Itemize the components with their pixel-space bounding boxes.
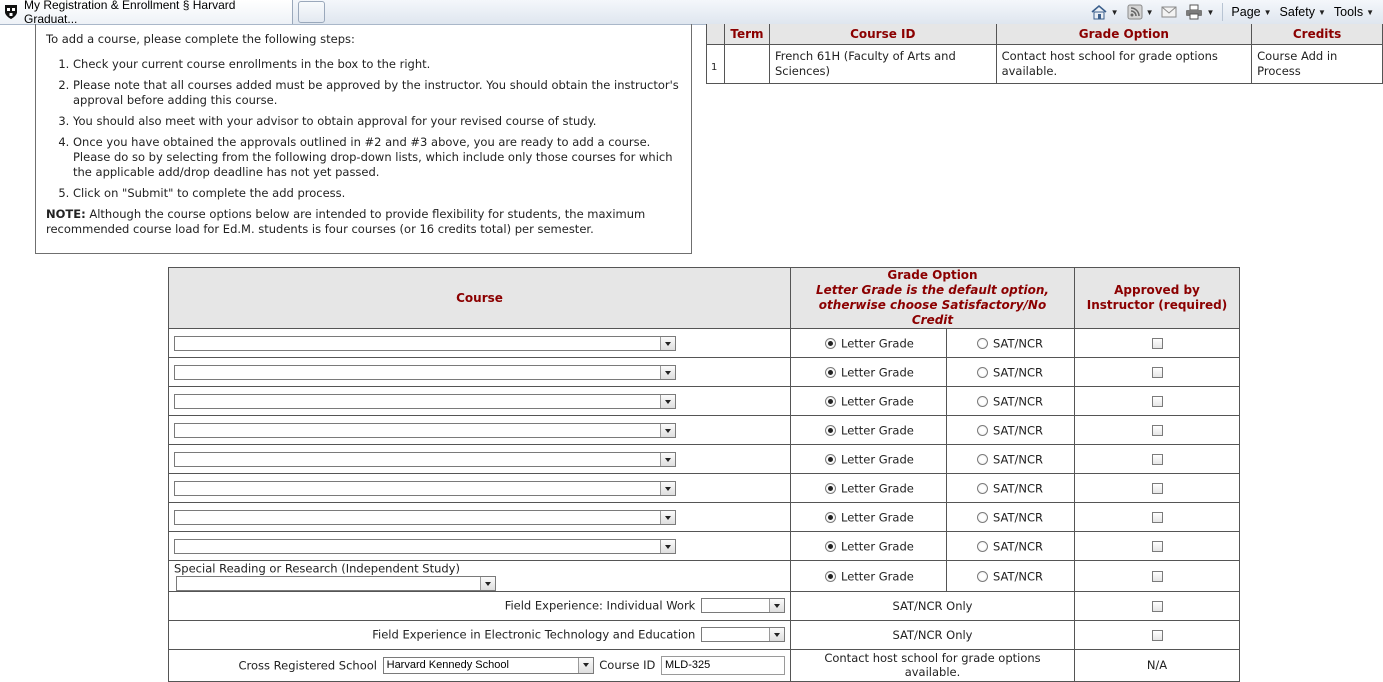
- grade-option-header: Grade Option: [996, 24, 1252, 45]
- new-tab-button[interactable]: [298, 1, 325, 23]
- chevron-down-icon: ▼: [1366, 7, 1374, 17]
- letter-grade-radio[interactable]: [825, 367, 836, 378]
- table-row: [169, 620, 1240, 649]
- chevron-down-icon[interactable]: [480, 577, 495, 590]
- cross-school-value: Harvard Kennedy School: [386, 658, 509, 671]
- letter-grade-label: Letter Grade: [841, 481, 914, 496]
- sat-ncr-label: SAT/NCR: [993, 423, 1044, 438]
- home-button[interactable]: [1087, 1, 1122, 23]
- field-tech-select[interactable]: [701, 627, 785, 642]
- chevron-down-icon[interactable]: [660, 511, 675, 524]
- page-menu[interactable]: [1228, 1, 1274, 23]
- credits-header: Credits: [1252, 24, 1383, 45]
- tab-title: My Registration & Enrollment § Harvard Graduat...: [24, 0, 236, 26]
- cross-approved-cell: N/A: [1075, 649, 1240, 681]
- letter-grade-label: Letter Grade: [841, 365, 914, 380]
- mail-button[interactable]: [1158, 1, 1180, 23]
- approved-checkbox[interactable]: [1152, 483, 1163, 494]
- harvard-shield-icon: [4, 4, 18, 20]
- term-header: Term: [724, 24, 769, 45]
- sat-ncr-only-cell: SAT/NCR Only: [791, 620, 1075, 649]
- sat-ncr-radio[interactable]: [977, 483, 988, 494]
- letter-grade-label: Letter Grade: [841, 510, 914, 525]
- letter-grade-radio[interactable]: [825, 541, 836, 552]
- table-row: [169, 358, 1240, 387]
- course-id-cell: French 61H (Faculty of Arts and Sciences): [769, 45, 996, 84]
- chevron-down-icon[interactable]: ▼: [1145, 7, 1154, 17]
- sat-ncr-label: SAT/NCR: [993, 510, 1044, 525]
- letter-grade-cell: [791, 532, 947, 561]
- sat-ncr-label: SAT/NCR: [993, 336, 1044, 351]
- instruction-step: 3. You should also meet with your advisor to obtain approval for your revised course of study.: [73, 114, 681, 129]
- sat-ncr-cell: [947, 532, 1075, 561]
- grade-option-title: Grade Option: [887, 268, 978, 282]
- chevron-down-icon: ▼: [1317, 7, 1326, 17]
- browser-toolbar: [0, 0, 1383, 25]
- sat-ncr-label: SAT/NCR: [993, 394, 1044, 409]
- sat-ncr-only-cell: SAT/NCR Only: [791, 591, 1075, 620]
- instruction-step: 5. Click on "Submit" to complete the add process.: [73, 186, 681, 201]
- approved-checkbox[interactable]: [1152, 425, 1163, 436]
- chevron-down-icon[interactable]: [660, 540, 675, 553]
- course-cell: [169, 532, 791, 561]
- independent-study-cell: [169, 561, 791, 592]
- field-individual-label: Field Experience: Individual Work: [504, 598, 696, 613]
- chevron-down-icon[interactable]: [660, 395, 675, 408]
- sat-ncr-radio[interactable]: [977, 396, 988, 407]
- table-row: [169, 474, 1240, 503]
- table-row: [169, 445, 1240, 474]
- sat-ncr-cell: [947, 358, 1075, 387]
- course-cell: [169, 474, 791, 503]
- table-row: [169, 416, 1240, 445]
- instructions-steps: [46, 57, 681, 201]
- course-select[interactable]: [174, 423, 676, 438]
- chevron-down-icon[interactable]: ▼: [1110, 7, 1119, 17]
- sat-ncr-cell: [947, 561, 1075, 592]
- course-select[interactable]: [174, 510, 676, 525]
- letter-grade-cell: [791, 387, 947, 416]
- approved-checkbox[interactable]: [1152, 512, 1163, 523]
- letter-grade-radio[interactable]: [825, 483, 836, 494]
- chevron-down-icon[interactable]: [660, 337, 675, 350]
- chevron-down-icon[interactable]: [660, 482, 675, 495]
- letter-grade-radio[interactable]: [825, 425, 836, 436]
- instruction-step: 2. Please note that all courses added must be approved by the instructor. You should obtain the instructor's approval before adding this course.: [73, 78, 681, 108]
- letter-grade-radio[interactable]: [825, 396, 836, 407]
- approved-checkbox[interactable]: [1152, 454, 1163, 465]
- course-select[interactable]: [174, 539, 676, 554]
- add-course-table: [168, 267, 1240, 682]
- letter-grade-cell: [791, 416, 947, 445]
- home-icon: [1090, 4, 1108, 20]
- approved-cell: [1075, 358, 1240, 387]
- letter-grade-label: Letter Grade: [841, 452, 914, 467]
- tools-menu-label: Tools: [1333, 5, 1364, 19]
- letter-grade-radio[interactable]: [825, 512, 836, 523]
- table-row: [169, 329, 1240, 358]
- table-row: [169, 561, 1240, 592]
- safety-menu-label: Safety: [1279, 5, 1315, 19]
- instructions-intro: To add a course, please complete the following steps:: [46, 32, 355, 46]
- sat-ncr-cell: [947, 445, 1075, 474]
- letter-grade-label: Letter Grade: [841, 423, 914, 438]
- command-bar: [1087, 0, 1377, 24]
- course-select[interactable]: [174, 365, 676, 380]
- sat-ncr-radio[interactable]: [977, 512, 988, 523]
- approved-cell: [1075, 532, 1240, 561]
- sat-ncr-radio[interactable]: [977, 541, 988, 552]
- letter-grade-radio[interactable]: [825, 571, 836, 582]
- letter-grade-cell: [791, 445, 947, 474]
- independent-study-label: Special Reading or Research (Independent Study): [174, 561, 460, 576]
- letter-grade-label: Letter Grade: [841, 539, 914, 554]
- credits-cell: Course Add in Process: [1252, 45, 1383, 84]
- sat-ncr-radio[interactable]: [977, 367, 988, 378]
- course-cell: [169, 416, 791, 445]
- field-tech-label: Field Experience in Electronic Technology and Education: [372, 627, 696, 642]
- course-cell: [169, 387, 791, 416]
- course-select[interactable]: [174, 452, 676, 467]
- chevron-down-icon[interactable]: [660, 424, 675, 437]
- instruction-step: 4. Once you have obtained the approvals outlined in #2 and #3 above, you are ready to add a course. Please do so by selecting from the following drop-down lists, which include only those courses for which the applicable add/drop deadline has not yet passed.: [73, 135, 681, 180]
- sat-ncr-label: SAT/NCR: [993, 481, 1044, 496]
- sat-ncr-radio[interactable]: [977, 338, 988, 349]
- note-label: NOTE:: [46, 207, 86, 221]
- chevron-down-icon[interactable]: [578, 658, 593, 673]
- course-cell: [169, 329, 791, 358]
- chevron-down-icon[interactable]: [769, 628, 784, 641]
- field-individual-cell: [169, 591, 791, 620]
- course-cell: [169, 358, 791, 387]
- sat-ncr-radio[interactable]: [977, 454, 988, 465]
- approved-header: Approved by Instructor (required): [1075, 268, 1240, 329]
- approved-checkbox[interactable]: [1152, 338, 1163, 349]
- approved-checkbox[interactable]: [1152, 367, 1163, 378]
- sat-ncr-cell: [947, 416, 1075, 445]
- toolbar-divider: [1222, 3, 1223, 21]
- table-row: [169, 591, 1240, 620]
- current-enrollments-table: [706, 24, 1383, 84]
- safety-menu[interactable]: [1277, 1, 1329, 23]
- letter-grade-cell: [791, 358, 947, 387]
- course-select[interactable]: [174, 336, 676, 351]
- sat-ncr-label: SAT/NCR: [993, 539, 1044, 554]
- approved-cell: [1075, 620, 1240, 649]
- approved-cell: [1075, 387, 1240, 416]
- approved-cell: [1075, 416, 1240, 445]
- letter-grade-label: Letter Grade: [841, 394, 914, 409]
- note-text: Although the course options below are intended to provide flexibility for students, the maximum recommended course load for Ed.M. students is four courses (or 16 credits total) per semester.: [46, 207, 646, 236]
- approved-cell: [1075, 474, 1240, 503]
- approved-cell: [1075, 561, 1240, 592]
- sat-ncr-cell: [947, 474, 1075, 503]
- course-header: Course: [169, 268, 791, 329]
- sat-ncr-label: SAT/NCR: [993, 569, 1044, 583]
- table-row: [707, 45, 1383, 84]
- enrollment-header-row: [707, 24, 1383, 45]
- table-row: [169, 649, 1240, 681]
- cross-course-id-input[interactable]: MLD-325: [661, 656, 785, 675]
- browser-tab[interactable]: [0, 0, 293, 24]
- sat-ncr-cell: [947, 329, 1075, 358]
- approved-checkbox[interactable]: [1152, 630, 1163, 641]
- cross-grade-cell: Contact host school for grade options available.: [791, 649, 1075, 681]
- instruction-step: 1. Check your current course enrollments in the box to the right.: [73, 57, 681, 72]
- grade-option-header: [791, 268, 1075, 329]
- chevron-down-icon: ▼: [1263, 7, 1272, 17]
- course-select[interactable]: [174, 481, 676, 496]
- letter-grade-label: Letter Grade: [841, 569, 914, 583]
- course-cell: [169, 445, 791, 474]
- letter-grade-radio[interactable]: [825, 338, 836, 349]
- print-button[interactable]: [1182, 1, 1217, 23]
- course-load-note: [46, 207, 681, 237]
- term-cell: [724, 45, 769, 84]
- field-tech-cell: [169, 620, 791, 649]
- independent-study-select[interactable]: [176, 576, 496, 591]
- chevron-down-icon[interactable]: ▼: [1206, 7, 1215, 17]
- course-cell: [169, 503, 791, 532]
- letter-grade-cell: [791, 503, 947, 532]
- table-row: [169, 532, 1240, 561]
- course-id-header: Course ID: [769, 24, 996, 45]
- printer-icon: [1185, 4, 1203, 20]
- feeds-button[interactable]: [1124, 1, 1157, 23]
- letter-grade-cell: [791, 474, 947, 503]
- letter-grade-cell: [791, 329, 947, 358]
- approved-checkbox[interactable]: [1152, 601, 1163, 612]
- table-row: [169, 503, 1240, 532]
- course-select[interactable]: [174, 394, 676, 409]
- approved-cell: [1075, 591, 1240, 620]
- page-menu-label: Page: [1231, 5, 1261, 19]
- rss-feed-icon: [1127, 4, 1143, 20]
- sat-ncr-label: SAT/NCR: [993, 365, 1044, 380]
- approved-cell: [1075, 445, 1240, 474]
- field-individual-select[interactable]: [701, 598, 785, 613]
- sat-ncr-radio[interactable]: [977, 571, 988, 582]
- cross-registration-cell: [169, 649, 791, 681]
- enrollment-num-header: [707, 24, 725, 45]
- letter-grade-label: Letter Grade: [841, 336, 914, 351]
- table-row: [169, 387, 1240, 416]
- sat-ncr-radio[interactable]: [977, 425, 988, 436]
- sat-ncr-label: SAT/NCR: [993, 452, 1044, 467]
- cross-school-label: Cross Registered School: [238, 658, 377, 672]
- cross-school-select[interactable]: [383, 657, 594, 674]
- sat-ncr-cell: [947, 503, 1075, 532]
- sat-ncr-cell: [947, 387, 1075, 416]
- row-number: 1: [707, 45, 725, 84]
- grade-option-cell: Contact host school for grade options available.: [996, 45, 1252, 84]
- grade-option-subtitle: Letter Grade is the default option, otherwise choose Satisfactory/No Credit: [816, 283, 1049, 327]
- approved-cell: [1075, 329, 1240, 358]
- letter-grade-cell: [791, 561, 947, 592]
- add-header-row: [169, 268, 1240, 329]
- approved-checkbox[interactable]: [1152, 571, 1163, 582]
- chevron-down-icon[interactable]: [660, 366, 675, 379]
- mail-icon: [1161, 5, 1177, 19]
- chevron-down-icon[interactable]: [660, 453, 675, 466]
- letter-grade-radio[interactable]: [825, 454, 836, 465]
- instructions-box: [35, 24, 692, 254]
- approved-checkbox[interactable]: [1152, 541, 1163, 552]
- chevron-down-icon[interactable]: [769, 599, 784, 612]
- approved-cell: [1075, 503, 1240, 532]
- cross-course-id-label: Course ID: [599, 658, 656, 672]
- approved-checkbox[interactable]: [1152, 396, 1163, 407]
- tools-menu[interactable]: [1331, 1, 1377, 23]
